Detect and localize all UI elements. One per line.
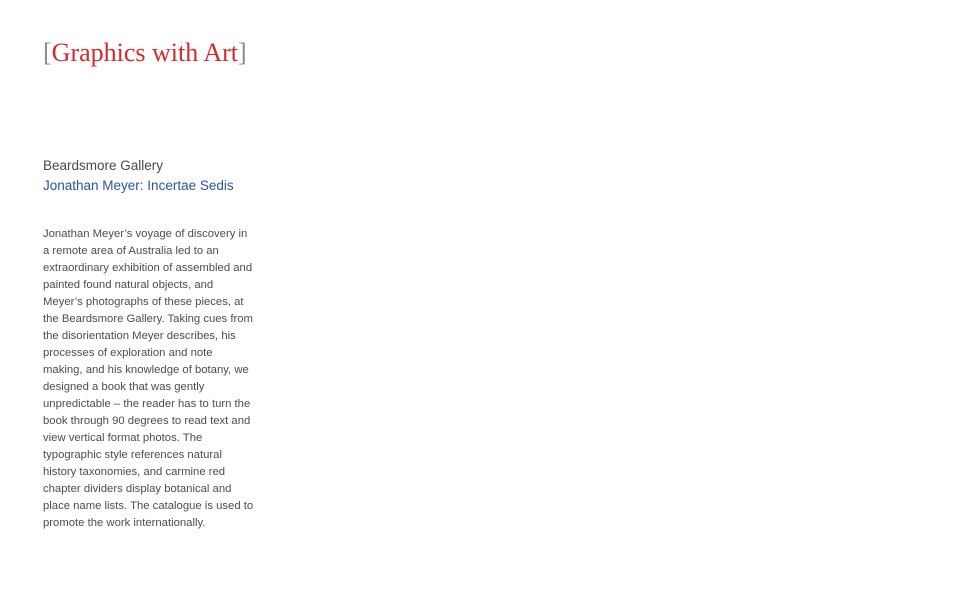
site-home-link[interactable]: Graphics with Art bbox=[51, 38, 238, 67]
project-description: Jonathan Meyer’s voyage of discovery in a remote area of Australia led to an extraordinary exhibition of assembled and painted found natural objects, and Meyer’s photographs of these pieces, at the Beardsmore Gallery. Taking cues from the disorientation Meyer describes, his processes of exploration and note making, and his knowledge of botany, we designed a book that was gently unpredictable – the reader has to turn the book through 90 degrees to read text and view vertical format photos. The typographic style references natural history taxonomies, and carmine red chapter dividers display botanical and place name lists. The catalogue is used to promote the work internationally. bbox=[43, 228, 254, 529]
project-header bbox=[43, 156, 283, 196]
project-title-link[interactable]: Jonathan Meyer: Incertae Sedis bbox=[43, 178, 234, 193]
client-name: Beardsmore Gallery bbox=[43, 158, 164, 173]
title-bracket-open: [ bbox=[43, 38, 52, 67]
title-bracket-close: ] bbox=[237, 38, 247, 67]
site-title bbox=[43, 38, 247, 68]
